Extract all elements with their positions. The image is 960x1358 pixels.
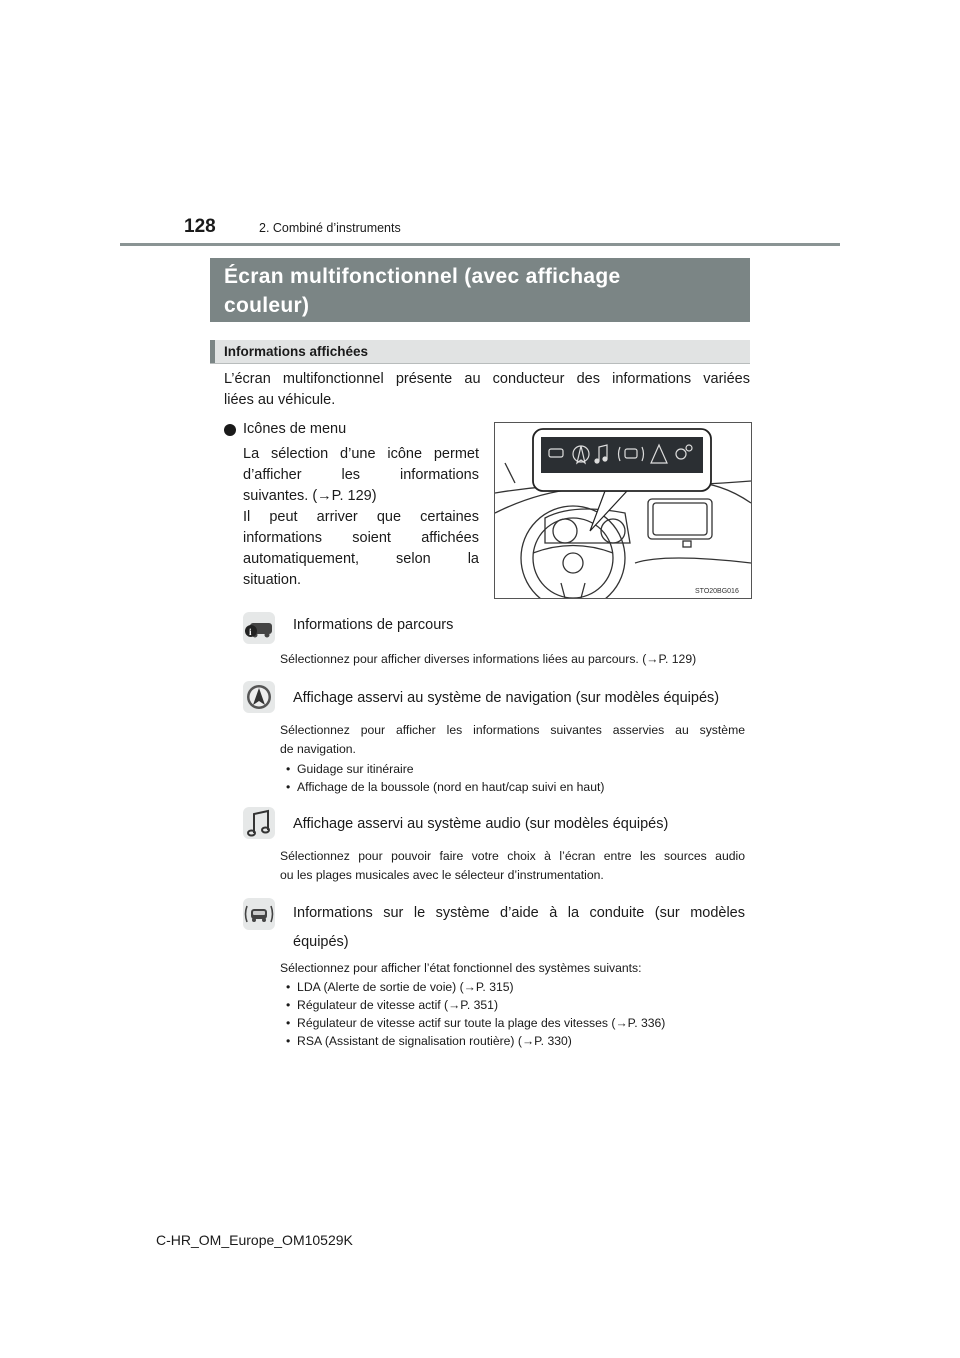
section-title-banner [210,258,750,322]
section-title: Écran multifonctionnel (avec affichage couleur) [224,265,621,317]
menu-icons-text: informations soient affichées [243,530,479,546]
list-item: • Régulateur de vitesse actif (→P. 351) [286,998,499,1012]
menu-icons-text: La sélection d’une icône permet [243,446,479,462]
list-item: • Affichage de la boussole (nord en haut/cap suivi en haut) [286,780,605,794]
bullet-dot-icon [224,424,236,436]
item-title: Informations sur le système d’aide à la conduite (sur modèles [293,905,745,921]
item-title: équipés) [293,934,349,950]
list-item: • RSA (Assistant de signalisation routière) (→P. 330) [286,1034,572,1048]
item-description: Sélectionnez pour afficher l’état fonctionnel des systèmes suivants: [280,961,642,975]
svg-text:i: i [249,627,252,637]
page-number: 128 [184,216,216,237]
dashboard-drawing [495,423,751,598]
driving-assist-icon [242,897,276,931]
dashboard-illustration [494,422,752,599]
menu-icons-text: Il peut arriver que certaines [243,509,479,525]
audio-note-icon [242,806,276,840]
navigation-icon [242,680,276,714]
list-item: • Régulateur de vitesse actif sur toute la plage des vitesses (→P. 336) [286,1016,666,1030]
menu-icons-text: situation. [243,572,302,588]
item-title: Informations de parcours [293,617,454,633]
menu-icons-text: d’afficher les informations [243,467,479,483]
subheading-bar [210,340,750,364]
intro-line-2: liées au véhicule. [224,392,336,408]
item-title: Affichage asservi au système de navigation (sur modèles équipés) [293,690,720,706]
menu-icons-text: suivantes. (→P. 129) [243,488,377,504]
document-code: C-HR_OM_Europe_OM10529K [156,1232,353,1248]
item-description: Sélectionnez pour afficher diverses informations liées au parcours. (→P. 129) [280,652,697,666]
menu-icons-text: automatiquement, selon la [243,551,479,567]
list-item: • Guidage sur itinéraire [286,762,414,776]
trip-info-icon [242,611,276,645]
figure-code: STO20BG016 [695,588,739,595]
subheading: Informations affichées [224,344,369,359]
menu-icons-heading: Icônes de menu [243,421,347,437]
list-item: • LDA (Alerte de sortie de voie) (→P. 315) [286,980,514,994]
item-description: de navigation. [280,742,356,756]
chapter-title: 2. Combiné d’instruments [259,221,401,235]
item-description: Sélectionnez pour afficher les informations suivantes asservies au système [280,723,745,737]
intro-line-1: L’écran multifonctionnel présente au conducteur des informations variées [224,371,750,387]
item-title: Affichage asservi au système audio (sur modèles équipés) [293,816,669,832]
item-description: Sélectionnez pour pouvoir faire votre choix à l’écran entre les sources audio [280,849,745,863]
header-divider [120,243,840,246]
item-description: ou les plages musicales avec le sélecteur d’instrumentation. [280,868,604,882]
